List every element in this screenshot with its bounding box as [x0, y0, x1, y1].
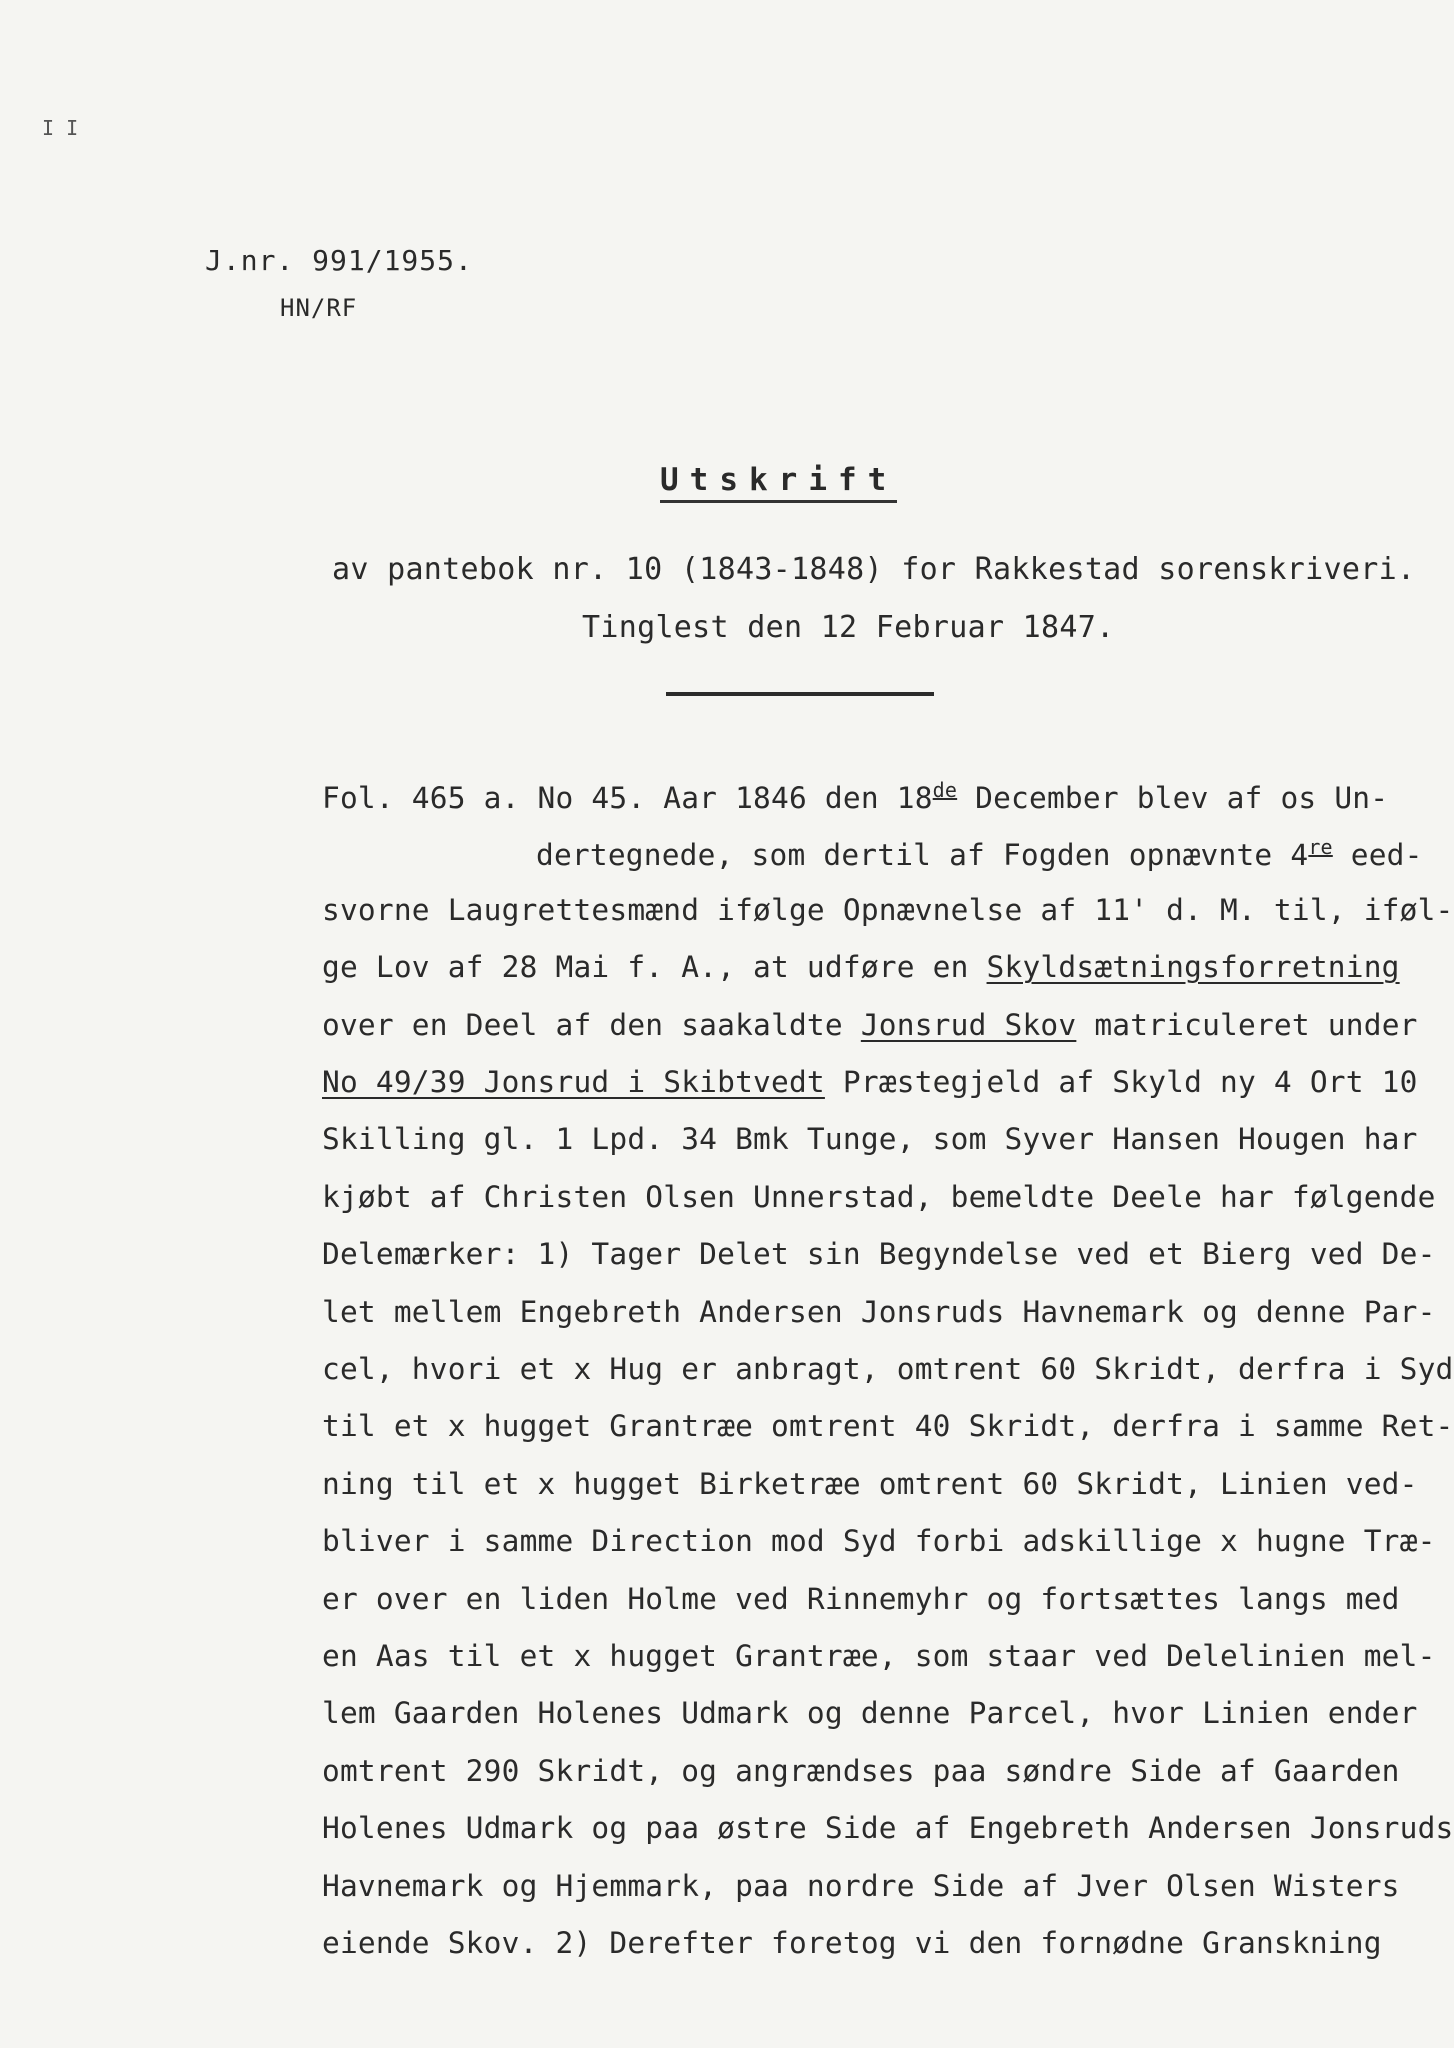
body-line-text: svorne Laugrettesmænd ifølge Opnævnelse af 11' d. M. til, iføl-	[322, 893, 1454, 927]
body-line-text: Skilling gl. 1 Lpd. 34 Bmk Tunge, som Syver Hansen Hougen har	[322, 1122, 1418, 1156]
body-line-text: let mellem Engebreth Andersen Jonsruds Havnemark og denne Par-	[322, 1295, 1436, 1329]
subtitle-line-1: av pantebok nr. 10 (1843-1848) for Rakkestad sorenskriveri.	[332, 552, 1416, 587]
underlined-text: Skyldsætningsforretning	[986, 950, 1400, 984]
body-line-text: Holenes Udmark og paa østre Side af Engebreth Andersen Jonsruds	[322, 1811, 1454, 1845]
body-line	[322, 1295, 1436, 1329]
body-line-text: ge Lov af 28 Mai f. A., at udføre en	[322, 950, 987, 984]
body-line-text: en Aas til et x hugget Grantræe, som staar ved Delelinien mel-	[322, 1639, 1436, 1673]
body-line	[322, 1122, 1418, 1156]
body-line	[322, 1352, 1454, 1386]
ordinal-superscript: re	[1308, 835, 1333, 859]
body-line	[322, 1754, 1400, 1788]
body-line-text: eiende Skov. 2) Derefter foretog vi den fornødne Granskning	[322, 1926, 1382, 1960]
body-line-text: Delemærker: 1) Tager Delet sin Begyndelse ved et Bierg ved De-	[322, 1237, 1436, 1271]
body-line-text: Præstegjeld af Skyld ny 4 Ort 10	[824, 1065, 1418, 1099]
initials: HN/RF	[280, 294, 358, 322]
body-line-text: til et x hugget Grantræe omtrent 40 Skridt, derfra i samme Ret-	[322, 1409, 1454, 1443]
body-line-text: er over en liden Holme ved Rinnemyhr og fortsættes langs med	[322, 1582, 1400, 1616]
body-line-text: December blev af os Un-	[957, 780, 1389, 815]
body-line-text: dertegnede, som dertil af Fogden opnævnte 4	[536, 837, 1309, 872]
body-line	[322, 1926, 1382, 1960]
body-line	[322, 893, 1454, 927]
underlined-text: No 49/39 Jonsrud i Skibtvedt	[322, 1065, 825, 1099]
journal-number: J.nr. 991/1955.	[205, 244, 473, 277]
body-line-text: matriculeret under	[1076, 1008, 1418, 1042]
body-line-text: ning til et x hugget Birketræe omtrent 60 Skridt, Linien ved-	[322, 1467, 1418, 1501]
document-title: Utskrift	[660, 462, 897, 503]
body-line-text: over en Deel af den saakaldte	[322, 1008, 861, 1042]
body-line	[322, 1008, 1418, 1042]
subtitle-line-2: Tinglest den 12 Februar 1847.	[582, 610, 1115, 645]
body-line	[322, 1869, 1400, 1903]
margin-mark: I I	[42, 116, 79, 140]
body-line-text: lem Gaarden Holenes Udmark og denne Parcel, hvor Linien ender	[322, 1696, 1418, 1730]
body-line	[322, 1524, 1436, 1558]
body-line-text: cel, hvori et x Hug er anbragt, omtrent 60 Skridt, derfra i Syd	[322, 1352, 1454, 1386]
body-line	[322, 778, 1388, 815]
body-line	[322, 1639, 1436, 1673]
body-line	[322, 950, 1400, 984]
body-line	[322, 1065, 1418, 1099]
body-line	[322, 1180, 1436, 1214]
body-line	[322, 1582, 1400, 1616]
body-line-text: kjøbt af Christen Olsen Unnerstad, bemeldte Deele har følgende	[322, 1180, 1436, 1214]
body-line	[322, 1409, 1454, 1443]
body-line	[322, 1811, 1454, 1845]
divider-rule	[666, 692, 934, 696]
body-line-text: Fol. 465 a. No 45. Aar 1846 den 18	[322, 780, 933, 815]
body-line	[322, 1696, 1418, 1730]
ordinal-superscript: de	[932, 778, 958, 802]
body-line	[322, 1467, 1418, 1501]
body-line	[536, 835, 1423, 872]
body-line-text: Havnemark og Hjemmark, paa nordre Side af Jver Olsen Wisters	[322, 1869, 1400, 1903]
body-line-text: eed-	[1332, 837, 1423, 872]
underlined-text: Jonsrud Skov	[860, 1008, 1077, 1042]
body-line-text: bliver i samme Direction mod Syd forbi adskillige x hugne Træ-	[322, 1524, 1436, 1558]
body-line	[322, 1237, 1436, 1271]
body-line-text: omtrent 290 Skridt, og angrændses paa søndre Side af Gaarden	[322, 1754, 1400, 1788]
